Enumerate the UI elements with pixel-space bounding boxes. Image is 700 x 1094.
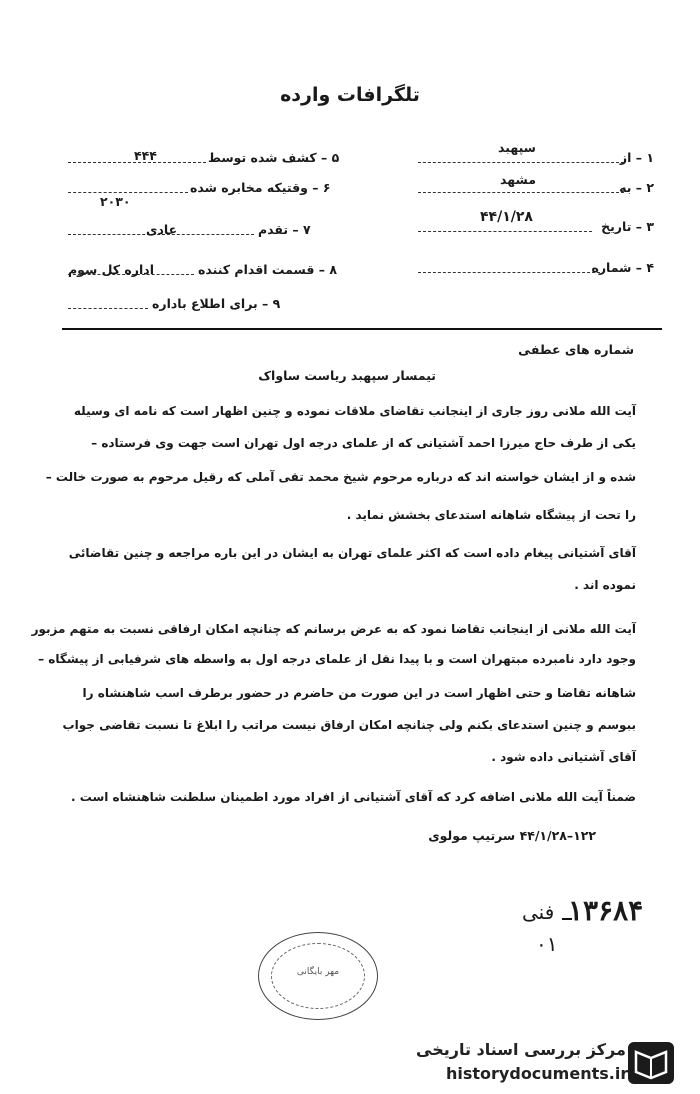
- body-line: آیت الله ملانی از اینجانب تقاضا نمود که به عرض برسانم که چنانچه امکان ارفاقی نسبت به متهم مزبور: [31, 622, 636, 636]
- field-transmitted-label: ۶ – وقتیکه مخابره شده: [190, 180, 331, 195]
- handwritten-note: فنی: [522, 900, 555, 924]
- field-to-label: ۲ – به: [619, 180, 654, 195]
- field-info-dept-line: [68, 308, 148, 309]
- body-line: آقای آشتیانی پیغام داده است که اکثر علمای تهران به ایشان در این باره مراجعه و چنین تقاضائی: [68, 546, 636, 560]
- body-line: یکی از طرف حاج میرزا احمد آشتیانی که از علمای درجه اول تهران است جهت وی فرستاده –: [91, 436, 636, 450]
- body-line: آقای آشتیانی داده شود .: [491, 750, 636, 764]
- field-priority-value: عادی: [146, 222, 178, 237]
- watermark-persian: مرکز بررسی اسناد تاریخی: [416, 1040, 626, 1059]
- header-separator: [62, 328, 662, 330]
- body-line: وجود دارد نامبرده مبتهران است و با پیدا نقل از علمای درجه اول به واسطه های شرفیابی از پیشگاه –: [38, 652, 636, 666]
- body-line: شده و از ایشان خواسته اند که درباره مرحوم شیخ محمد تقی آملی که رقیل مرحوم به صورت خالت –: [45, 470, 636, 484]
- handwritten-number: ۱۳۶۸۴: [568, 894, 644, 927]
- reference-numbers-label: شماره های عطفی: [518, 342, 634, 357]
- body-line: نموده اند .: [574, 578, 636, 592]
- document-title: تلگرافات وارده: [280, 84, 420, 106]
- field-date-label: ۳ – تاریخ: [601, 219, 654, 234]
- field-action-dept-value: اداره کل سوم: [68, 262, 154, 277]
- body-line: را تحت از پیشگاه شاهانه استدعای بخشش نماید .: [346, 508, 636, 522]
- field-transmitted-line: [68, 192, 188, 193]
- field-priority-label: ۷ – تقدم: [258, 222, 311, 237]
- field-from-label: ۱ – از: [619, 150, 654, 165]
- field-to-line: [418, 192, 624, 193]
- handwritten-dash: [562, 918, 572, 920]
- stamp-text: مهر بایگانی: [296, 967, 340, 977]
- field-decoded-by-value: ۴۴۴: [134, 148, 157, 163]
- field-date-value: ۴۴/۱/۲۸: [480, 209, 533, 225]
- field-number-label: ۴ – شماره: [591, 260, 654, 275]
- book-logo-icon: [628, 1042, 674, 1084]
- salutation: تیمسار سپهبد ریاست ساواک: [258, 368, 436, 383]
- handwritten-small: ۰۱: [536, 932, 558, 956]
- body-line: ضمناً آیت الله ملانی اضافه کرد که آقای آشتیانی از افراد مورد اطمینان سلطنت شاهنشاه است .: [71, 790, 636, 804]
- field-number-line: [418, 272, 600, 273]
- field-from-line: [418, 162, 624, 163]
- book-icon: [628, 1042, 674, 1084]
- field-from-value: سپهبد: [498, 140, 536, 155]
- body-line: شاهانه تقاضا و حتی اظهار است در این صورت من حاضرم در حضور برطرف اسب شاهنشاه را: [82, 686, 636, 700]
- signature: ۱۲۲–۴۴/۱/۲۸ سرتیپ مولوی: [428, 828, 596, 843]
- field-transmitted-value: ۲۰۳۰: [100, 194, 131, 209]
- archive-stamp: [258, 932, 378, 1020]
- body-line: ببوسم و چنین استدعای بکنم ولی چنانچه امکان ارفاق نیست مراتب را ابلاغ تا نسبت تقاضی جواب: [62, 718, 636, 732]
- field-date-line: [418, 231, 592, 232]
- body-line: آیت الله ملانی روز جاری از اینجانب تقاضای ملاقات نموده و چنین اظهار است که نامه ای وسیله: [73, 404, 636, 418]
- field-action-dept-label: ۸ – قسمت اقدام کننده: [198, 262, 338, 277]
- field-decoded-by-label: ۵ – کشف شده توسط: [208, 150, 340, 165]
- field-to-value: مشهد: [500, 172, 536, 187]
- watermark-english: historydocuments.ir: [446, 1064, 629, 1083]
- field-info-dept-label: ۹ – برای اطلاع باداره: [152, 296, 281, 311]
